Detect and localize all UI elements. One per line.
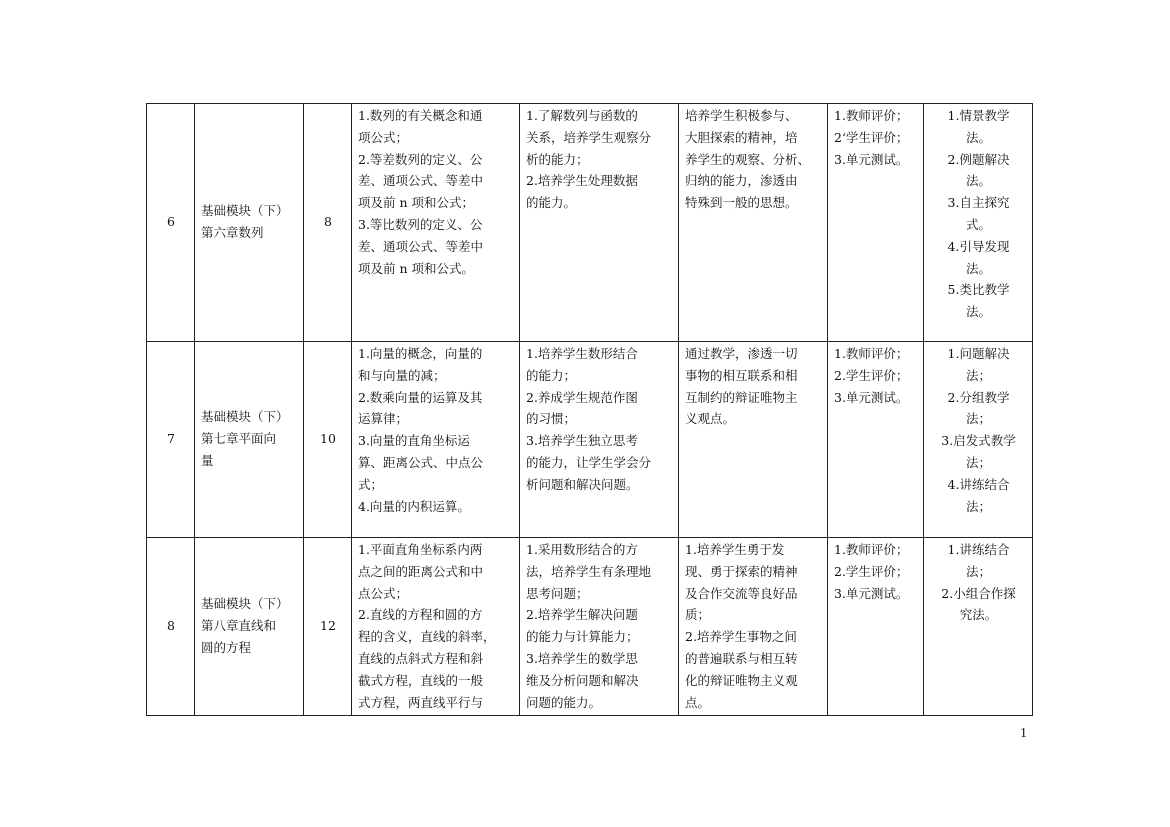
unit-number-cell — [147, 342, 195, 538]
cell-text-line: 2.小组合作探 — [941, 585, 1016, 601]
cell-text-line: 1.问题解决 — [947, 346, 1010, 361]
chapter-cell — [195, 538, 304, 716]
cell-text: 12 — [320, 618, 336, 634]
hours-cell — [304, 104, 352, 342]
cell-text-line: 法； — [965, 498, 991, 514]
cell-text-line: 的能力与计算能力； — [526, 629, 639, 645]
cell-text-line: 差、通项公式、等差中 — [358, 173, 484, 189]
cell-text-line: 式。 — [965, 216, 991, 232]
cell-text-line: 算、距离公式、中点公 — [358, 454, 484, 470]
teaching-content-cell — [352, 342, 520, 538]
cell-text-line: 点公式； — [358, 585, 409, 601]
cell-text: 8 — [167, 618, 175, 634]
cell-text-line: 法； — [965, 454, 991, 470]
cell-text-line: 1.培养学生数形结合 — [526, 346, 638, 361]
cell-text-line: 质； — [685, 607, 711, 623]
page-number: 1 — [1020, 726, 1027, 741]
cell-text-line: 式； — [358, 476, 384, 492]
teaching-content-cell — [352, 538, 520, 716]
teaching-method-cell — [924, 342, 1033, 538]
cell-text-line: 2.学生评价； — [834, 367, 909, 383]
quality-goal-cell — [679, 342, 828, 538]
cell-text-line: 3.向量的直角坐标运 — [358, 433, 470, 449]
cell-text-line: 1.培养学生勇于发 — [685, 542, 785, 557]
cell-text-line: 程的含义，直线的斜率， — [358, 629, 496, 645]
unit-number-cell — [147, 104, 195, 342]
cell-text-line: 3.单元测试。 — [834, 151, 909, 167]
cell-text-line: 基础模块（下） — [201, 203, 289, 219]
quality-goal-cell — [679, 104, 828, 342]
cell-text-line: 1.讲练结合 — [947, 542, 1010, 557]
cell-text-line: 4.向量的内积运算。 — [358, 498, 470, 514]
evaluation-cell — [828, 342, 924, 538]
cell-text-line: 1.向量的概念，向量的 — [358, 346, 483, 361]
cell-text-line: 问题的能力。 — [526, 694, 602, 710]
cell-text-line: 运算律； — [358, 411, 409, 427]
cell-text-line: 5.类比教学 — [947, 282, 1010, 298]
cell-text-line: 法，培养学生有条理地 — [526, 563, 652, 579]
cell-text-line: 2.养成学生规范作图 — [526, 389, 638, 405]
cell-text-line: 第八章直线和 — [201, 618, 277, 634]
cell-text-line: 点之间的距离公式和中 — [358, 563, 484, 579]
cell-text: 8 — [324, 214, 332, 230]
cell-text-line: 3.单元测试。 — [834, 585, 909, 601]
cell-text-line: 通过教学，渗透一切 — [685, 346, 798, 361]
cell-text-line: 法。 — [965, 260, 991, 276]
cell-text-line: 差、通项公式、等差中 — [358, 238, 484, 254]
cell-text-line: 项及前 n 项和公式； — [358, 195, 474, 211]
cell-text-line: 3.启发式教学 — [941, 433, 1016, 449]
cell-text-line: 思考问题； — [526, 585, 589, 601]
cell-text-line: 关系，培养学生观察分 — [526, 129, 652, 145]
cell-text-line: 4.讲练结合 — [947, 476, 1010, 492]
cell-text-line: 1.教师评价； — [834, 542, 909, 557]
cell-text-line: 2.培养学生事物之间 — [685, 629, 797, 645]
cell-text-line: 化的辩证唯物主义观 — [685, 672, 798, 688]
cell-text-line: 归纳的能力，渗透由 — [685, 173, 798, 189]
ability-goal-cell — [520, 342, 679, 538]
cell-text-line: 及合作交流等良好品 — [685, 585, 798, 601]
cell-text-line: 特殊到一般的思想。 — [685, 195, 798, 211]
cell-text-line: 法； — [965, 563, 991, 579]
cell-text: 7 — [167, 431, 175, 447]
cell-text-line: 点。 — [685, 694, 711, 710]
cell-text-line: 2.直线的方程和圆的方 — [358, 607, 483, 623]
chapter-cell — [195, 104, 304, 342]
quality-goal-cell — [679, 538, 828, 716]
cell-text-line: 项公式； — [358, 129, 409, 145]
table-row — [147, 538, 1033, 716]
cell-text-line: 3.自主探究 — [947, 195, 1010, 211]
cell-text-line: 2.等差数列的定义、公 — [358, 151, 483, 167]
cell-text-line: 2.数乘向量的运算及其 — [358, 389, 483, 405]
cell-text-line: 式方程，两直线平行与 — [358, 694, 484, 710]
cell-text-line: 维及分析问题和解决 — [526, 672, 639, 688]
cell-text-line: 1.采用数形结合的方 — [526, 542, 638, 557]
cell-text-line: 析的能力； — [526, 151, 589, 167]
cell-text-line: 第七章平面向 — [201, 431, 277, 447]
table-row — [147, 104, 1033, 342]
cell-text-line: 大胆探索的精神，培 — [685, 129, 798, 145]
curriculum-table — [146, 103, 1033, 716]
cell-text-line: 和与向量的减； — [358, 367, 446, 383]
evaluation-cell — [828, 104, 924, 342]
cell-text-line: 2.例题解决 — [947, 151, 1010, 167]
cell-text: 10 — [320, 431, 336, 447]
cell-text-line: 直线的点斜式方程和斜 — [358, 650, 484, 666]
teaching-method-cell — [924, 104, 1033, 342]
cell-text-line: 1.数列的有关概念和通 — [358, 108, 483, 123]
teaching-method-cell — [924, 538, 1033, 716]
cell-text-line: 1.教师评价； — [834, 346, 909, 361]
cell-text-line: 2.分组教学 — [947, 389, 1010, 405]
cell-text: 6 — [167, 214, 175, 230]
cell-text-line: 究法。 — [959, 607, 998, 623]
cell-text-line: 法。 — [965, 129, 991, 145]
evaluation-cell — [828, 538, 924, 716]
teaching-content-cell — [352, 104, 520, 342]
cell-text-line: 2.培养学生解决问题 — [526, 607, 638, 623]
cell-text-line: 量 — [201, 452, 214, 468]
cell-text-line: 现、勇于探索的精神 — [685, 563, 798, 579]
cell-text-line: 法。 — [965, 173, 991, 189]
hours-cell — [304, 538, 352, 716]
unit-number-cell — [147, 538, 195, 716]
cell-text-line: 法； — [965, 411, 991, 427]
chapter-cell — [195, 342, 304, 538]
cell-text-line: 基础模块（下） — [201, 409, 289, 425]
cell-text-line: 3.单元测试。 — [834, 389, 909, 405]
cell-text-line: 的能力，让学生学会分 — [526, 454, 652, 470]
cell-text-line: 的习惯； — [526, 411, 577, 427]
cell-text-line: 培养学生积极参与、 — [685, 108, 798, 123]
cell-text-line: 第六章数列 — [201, 225, 264, 240]
cell-text-line: 圆的方程 — [201, 640, 252, 656]
cell-text-line: 析问题和解决问题。 — [526, 476, 639, 492]
cell-text-line: 养学生的观察、分析、 — [685, 151, 811, 167]
cell-text-line: 1.平面直角坐标系内两 — [358, 542, 483, 557]
cell-text-line: 项及前 n 项和公式。 — [358, 260, 474, 276]
ability-goal-cell — [520, 538, 679, 716]
cell-text-line: 2.学生评价； — [834, 563, 909, 579]
cell-text-line: 基础模块（下） — [201, 596, 289, 612]
cell-text-line: 法； — [965, 367, 991, 383]
cell-text-line: 的能力； — [526, 367, 577, 383]
cell-text-line: 3.等比数列的定义、公 — [358, 216, 483, 232]
cell-text-line: 4.引导发现 — [947, 238, 1010, 254]
cell-text-line: 法。 — [965, 304, 991, 320]
cell-text-line: 1.情景教学 — [947, 108, 1010, 123]
cell-text-line: 的普遍联系与相互转 — [685, 650, 798, 666]
cell-text-line: 的能力。 — [526, 195, 577, 211]
hours-cell — [304, 342, 352, 538]
cell-text-line: 1.教师评价； — [834, 108, 909, 123]
cell-text-line: 互制约的辩证唯物主 — [685, 389, 798, 405]
ability-goal-cell — [520, 104, 679, 342]
cell-text-line: 截式方程，直线的一般 — [358, 672, 484, 688]
table-row — [147, 342, 1033, 538]
cell-text-line: 3.培养学生的数学思 — [526, 650, 638, 666]
cell-text-line: 3.培养学生独立思考 — [526, 433, 638, 449]
cell-text-line: 2‘学生评价； — [834, 129, 909, 145]
cell-text-line: 2.培养学生处理数据 — [526, 173, 638, 189]
cell-text-line: 1.了解数列与函数的 — [526, 108, 638, 123]
cell-text-line: 义观点。 — [685, 411, 736, 427]
cell-text-line: 事物的相互联系和相 — [685, 367, 798, 383]
